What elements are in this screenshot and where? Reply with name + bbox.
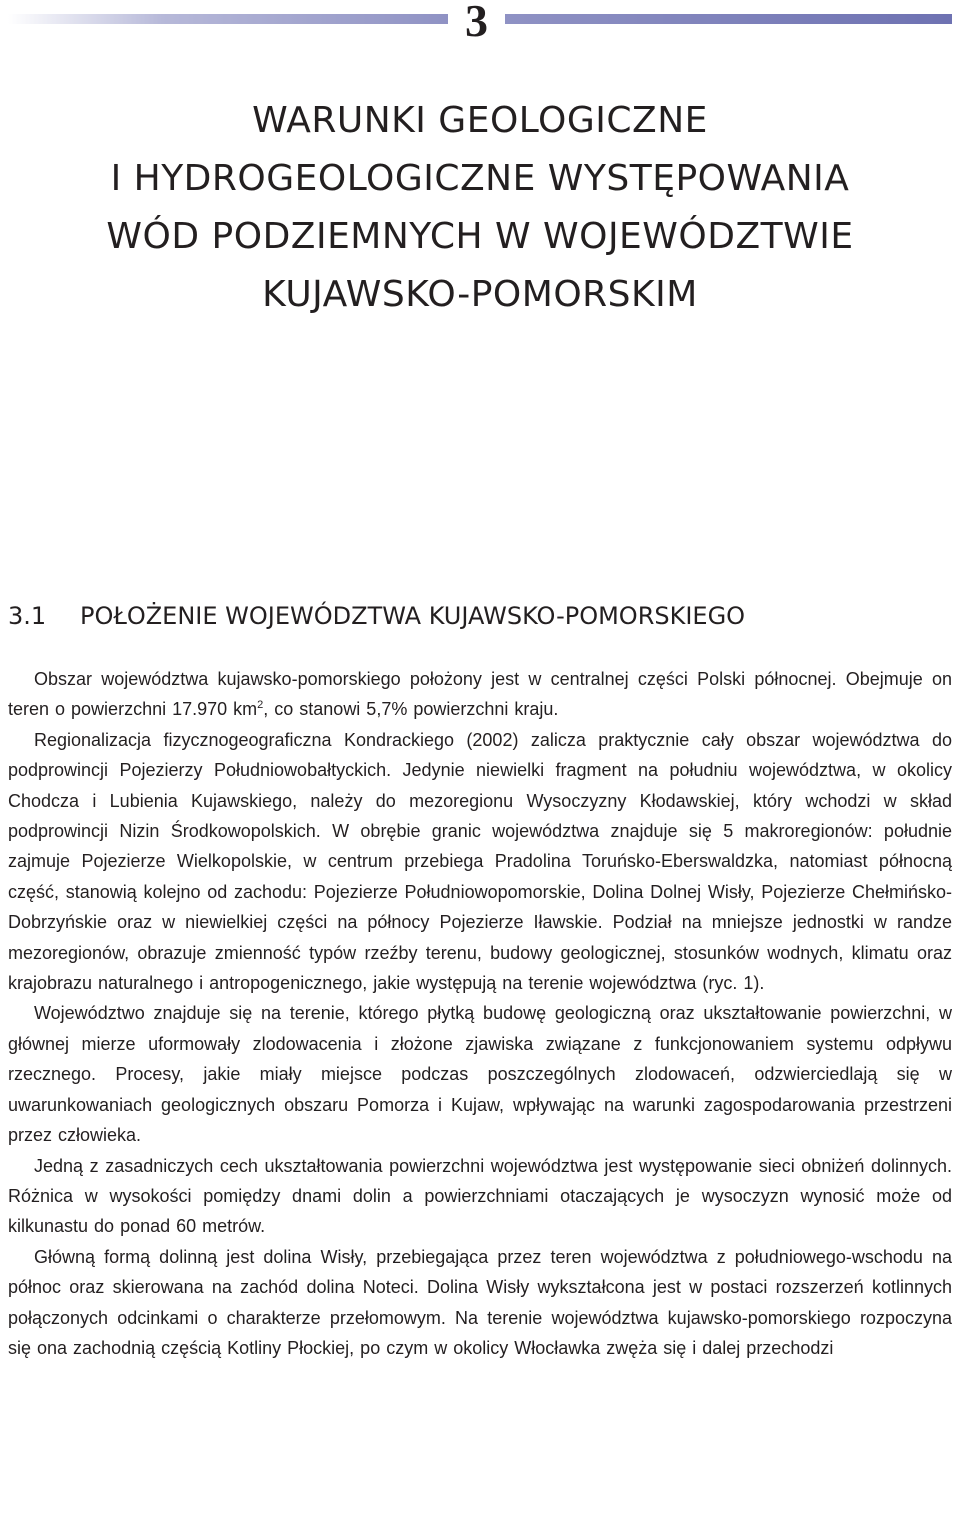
section-title: POŁOŻENIE WOJEWÓDZTWA KUJAWSKO-POMORSKIEGO (80, 602, 746, 630)
chapter-title-line-3: WÓD PODZIEMNYCH W WOJEWÓDZTWIE (106, 216, 854, 257)
paragraph-3: Województwo znajduje się na terenie, którego płytką budowę geologiczną oraz ukształtowanie powierzchni, w głównej mierze uformowały zlodowacenia i złożone zjawiska związane z funkcjonowaniem systemu odpływu rzecznego. Procesy, jakie miały miejsce podczas poszczególnych zlodowaceń, odzwierciedlają się w uwarunkowaniach geologicznych obszaru Pomorza i Kujaw, wpływając na warunki zagospodarowania przestrzeni przez człowieka. (8, 1003, 952, 1146)
chapter-title-line-4: KUJAWSKO-POMORSKIM (262, 274, 698, 315)
chapter-title-line-1: WARUNKI GEOLOGICZNE (252, 100, 708, 141)
paragraph-1-text-end: , co stanowi 5,7% powierzchni kraju. (263, 699, 559, 720)
header-decorative-bar-right (505, 14, 952, 24)
body-text (8, 664, 952, 1363)
paragraph-1 (8, 664, 952, 725)
paragraph-1-text: Obszar województwa kujawsko-pomorskiego położony jest w centralnej części Polski północnej. Obejmuje on teren o powierzchni 17.970 km (8, 669, 952, 720)
chapter-number: 3 (465, 0, 488, 46)
area-unit-superscript: 2 (257, 699, 264, 712)
chapter-title-line-2: I HYDROGEOLOGICZNE WYSTĘPOWANIA (110, 158, 850, 199)
section-heading (8, 596, 953, 636)
header-decorative-bar-left (8, 14, 448, 24)
paragraph-2: Regionalizacja fizycznogeograficzna Kondrackiego (2002) zalicza praktycznie cały obszar województwa do podprowincji Pojezierzy Południowobałtyckich. Jedynie niewielki fragment na południu województwa, w okolicy Chodcza i Lubienia Kujawskiego, należy do mezoregionu Wysoczyzny Kłodawskiej, który wchodzi w skład podprowincji Nizin Środkowopolskich. W obrębie granic województwa znajduje się 5 makroregionów: południe zajmuje Pojezierze Wielkopolskie, w centrum przebiega Pradolina Toruńsko-Eberswaldzka, natomiast północną część, stanowią kolejno od zachodu: Pojezierze Południowopomorskie, Dolina Dolnej Wisły, Pojezierze Chełmińsko-Dobrzyńskie oraz w niewielkiej części na północy Pojezierze Iławskie. Podział na mniejsze jednostki w randze mezoregionów, obrazuje zmienność typów rzeźby terenu, budowy geologicznej, stosunków wodnych, klimatu oraz krajobrazu naturalnego i antropogenicznego, jakie występują na terenie województwa (ryc. 1). (8, 729, 952, 994)
paragraph-5: Główną formą dolinną jest dolina Wisły, przebiegająca przez teren województwa z południowego-wschodu na północ oraz skierowana na zachód dolina Noteci. Dolina Wisły wykształcona jest w postaci rozszerzeń kotlinnych połączonych odcinkami o charakterze przełomowym. Na terenie województwa kujawsko-pomorskiego rozpoczyna się ona zachodnią częścią Kotliny Płockiej, po czym w okolicy Włocławka zwęża się i dalej przechodzi (8, 1246, 952, 1358)
section-number: 3.1 (8, 602, 47, 630)
paragraph-4: Jedną z zasadniczych cech ukształtowania powierzchni województwa jest występowanie sieci obniżeń dolinnych. Różnica w wysokości pomiędzy dnami dolin a powierzchniami otaczających je wysoczyzn wynosić może od kilkunastu do ponad 60 metrów. (8, 1155, 952, 1237)
chapter-title (0, 92, 960, 324)
